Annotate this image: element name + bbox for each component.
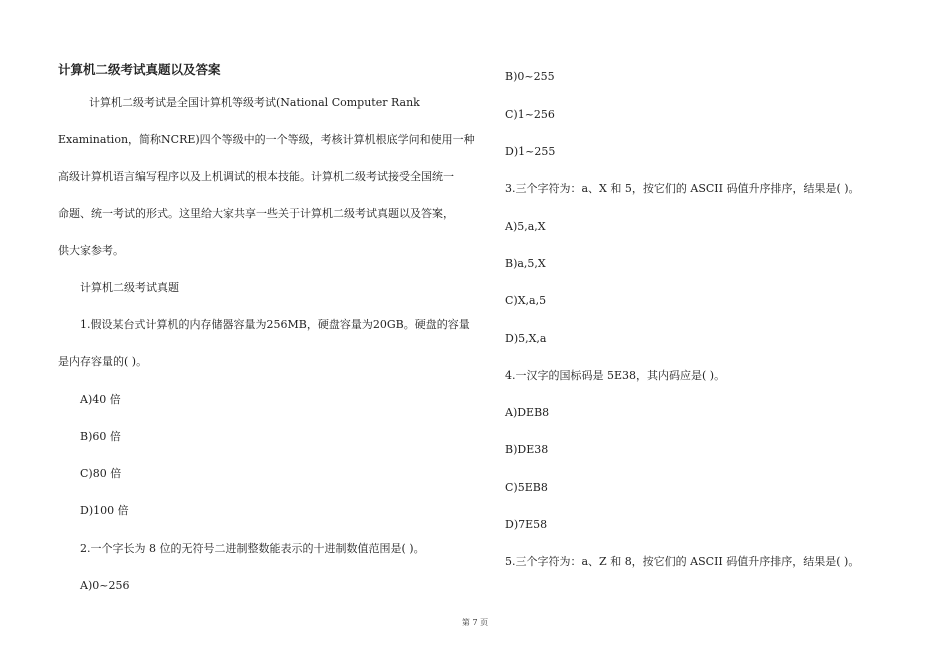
answer-option: A)40 倍 xyxy=(80,393,121,406)
question-line: 是内存容量的( )。 xyxy=(58,355,148,368)
answer-option: B)a,5,X xyxy=(505,257,546,270)
answer-option: A)0~256 xyxy=(80,579,130,592)
document-title: 计算机二级考试真题以及答案 xyxy=(58,62,221,77)
answer-option: D)100 倍 xyxy=(80,504,129,517)
question-line: 1.假设某台式计算机的内存储器容量为256MB，硬盘容量为20GB。硬盘的容量 xyxy=(80,318,470,331)
answer-option: A)DEB8 xyxy=(505,406,550,419)
intro-line: 计算机二级考试是全国计算机等级考试(National Computer Rank xyxy=(89,96,420,109)
answer-option: A)5,a,X xyxy=(505,220,546,233)
answer-option: D)7E58 xyxy=(505,518,548,531)
section-heading: 计算机二级考试真题 xyxy=(80,281,179,294)
answer-option: C)X,a,5 xyxy=(505,294,547,307)
question-line: 2.一个字长为 8 位的无符号二进制整数能表示的十进制数值范围是( )。 xyxy=(80,542,425,555)
answer-option: B)DE38 xyxy=(505,443,549,456)
answer-option: B)0~255 xyxy=(505,70,555,83)
answer-option: C)5EB8 xyxy=(505,481,548,494)
intro-line: Examination，简称NCRE)四个等级中的一个等级，考核计算机根底学问和使用一种 xyxy=(58,133,475,146)
question-line: 4.一汉字的国标码是 5E38，其内码应是( )。 xyxy=(505,369,726,382)
intro-line: 供大家参考。 xyxy=(58,244,124,257)
intro-line: 命题、统一考试的形式。这里给大家共享一些关于计算机二级考试真题以及答案， xyxy=(58,207,454,220)
answer-option: D)1~255 xyxy=(505,145,556,158)
answer-option: D)5,X,a xyxy=(505,332,547,345)
question-line: 5.三个字符为：a、Z 和 8，按它们的 ASCII 码值升序排序，结果是( )。 xyxy=(505,555,860,568)
answer-option: B)60 倍 xyxy=(80,430,121,443)
question-line: 3.三个字符为：a、X 和 5，按它们的 ASCII 码值升序排序，结果是( )。 xyxy=(505,182,860,195)
answer-option: C)1~256 xyxy=(505,108,555,121)
page-number: 第 7 页 xyxy=(461,618,489,627)
answer-option: C)80 倍 xyxy=(80,467,122,480)
intro-line: 高级计算机语言编写程序以及上机调试的根本技能。计算机二级考试接受全国统一 xyxy=(58,170,454,183)
